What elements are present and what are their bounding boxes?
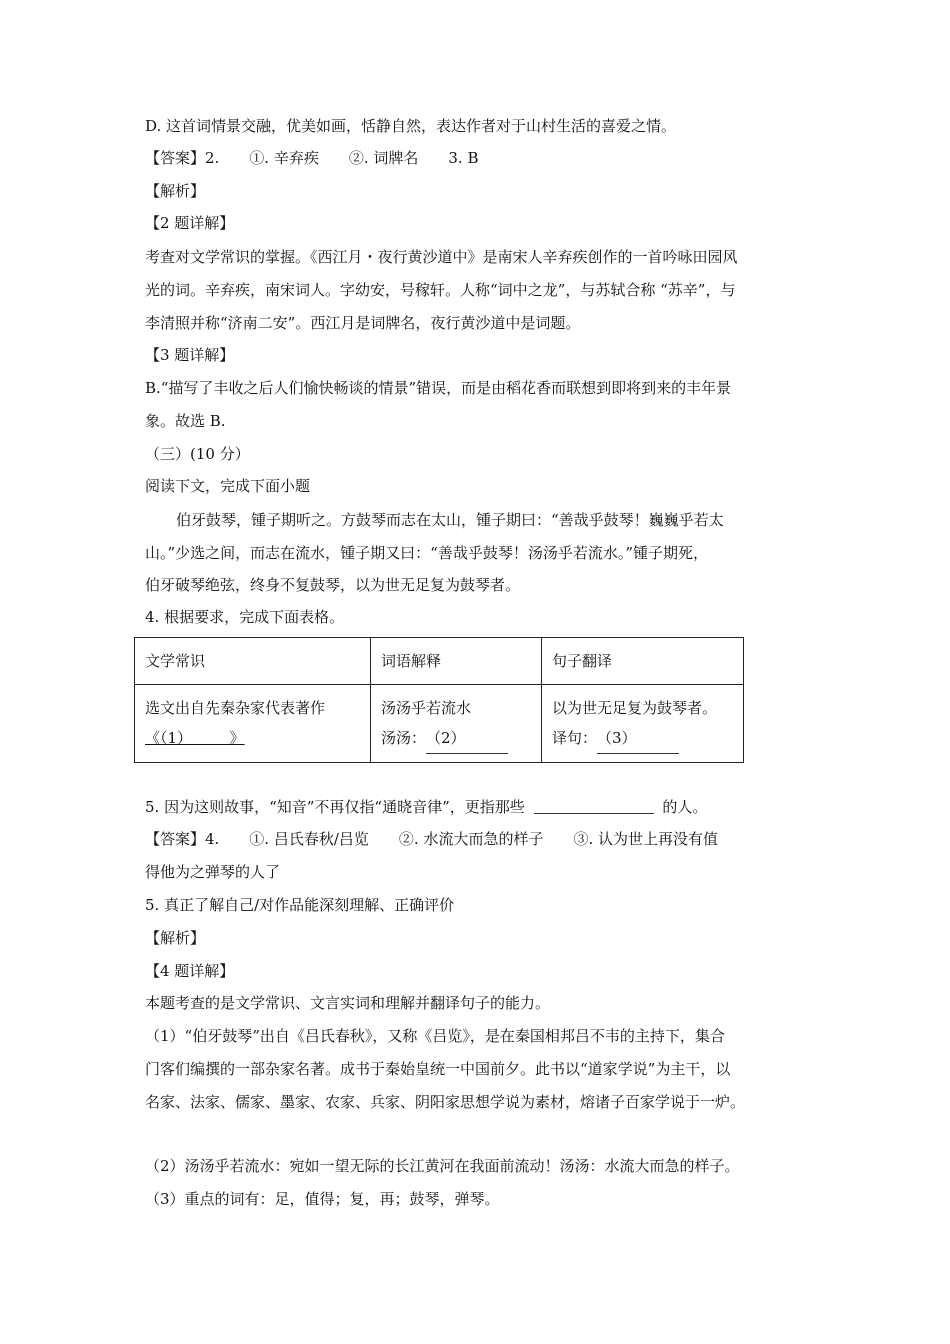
passage-text: 伯牙鼓琴，锺子期听之。方鼓琴而志在太山，锺子期曰：“善哉乎鼓琴！巍巍乎若太 xyxy=(176,511,724,529)
q3-detail-text: 象。故选 B. xyxy=(145,412,226,430)
q2-detail-text: 考查对文学常识的掌握。《西江月・夜行黄沙道中》是南宋人辛弃疾创作的一首吟咏田园风 xyxy=(145,248,738,266)
q4-detail-text: （3）重点的词有：足，值得；复，再；鼓琴，弹琴。 xyxy=(145,1190,500,1208)
table-header-cell: 文学常识 xyxy=(135,638,371,685)
table-header-cell: 句子翻译 xyxy=(542,638,744,685)
q4-detail-heading: 【4 题详解】 xyxy=(145,962,235,980)
q2-detail-text: 李清照并称“济南二安”。西江月是词牌名，夜行黄沙道中是词题。 xyxy=(145,314,581,332)
table-header-row xyxy=(135,638,744,685)
analysis-heading: 【解析】 xyxy=(145,929,206,947)
word-explanation-cell xyxy=(371,685,542,763)
q3-detail-text: B.“描写了丰收之后人们愉快畅谈的情景”错误，而是由稻花香而联想到即将到来的丰年景 xyxy=(145,379,732,397)
answer-line: 【答案】4. ①. 吕氏春秋/吕览 ②. 水流大而急的样子 ③. 认为世上再没有值 xyxy=(145,830,718,848)
cell-label: 译句： xyxy=(552,729,598,747)
question-5-text-end: 的人。 xyxy=(662,798,708,816)
analysis-heading: 【解析】 xyxy=(145,182,206,200)
literary-knowledge-cell xyxy=(135,685,371,763)
answer-line: 【答案】2. ①. 辛弃疾 ②. 词牌名 3. B xyxy=(145,149,479,167)
q4-detail-text: （2）汤汤乎若流水：宛如一望无际的长江黄河在我面前流动！汤汤：水流大而急的样子。 xyxy=(145,1157,740,1175)
q2-detail-text: 光的词。辛弃疾，南宋词人。字幼安，号稼轩。人称“词中之龙”，与苏轼合称 “苏辛”，与 xyxy=(145,281,736,299)
cell-label: 汤汤： xyxy=(381,729,427,747)
question-5-text: 5. 因为这则故事，“知音”不再仅指“通晓音律”，更指那些 xyxy=(145,798,525,816)
question-4: 4. 根据要求，完成下面表格。 xyxy=(145,608,345,626)
answer-line: 5. 真正了解自己/对作品能深刻理解、正确评价 xyxy=(145,896,455,914)
q3-detail-heading: 【3 题详解】 xyxy=(145,346,235,364)
table-row xyxy=(135,685,744,763)
q4-detail-text: 门客们编撰的一部杂家名著。成书于秦始皇统一中国前夕。此书以“道家学说”为主干，以 xyxy=(145,1060,731,1078)
cell-text: 汤汤乎若流水 xyxy=(381,699,472,717)
blank-2: （2） xyxy=(426,723,508,754)
q4-detail-text: 本题考查的是文学常识、文言实词和理解并翻译句子的能力。 xyxy=(145,994,551,1012)
answer-blank xyxy=(534,797,654,814)
option-d-text: D. 这首词情景交融，优美如画，恬静自然，表达作者对于山村生活的喜爱之情。 xyxy=(145,117,677,135)
passage-text: 伯牙破琴绝弦，终身不复鼓琴，以为世无足复为鼓琴者。 xyxy=(145,576,521,594)
answer-line: 得他为之弹琴的人了 xyxy=(145,863,281,881)
passage-text: 山。”少选之间，而志在流水，锺子期又曰：“善哉乎鼓琴！汤汤乎若流水。”锺子期死， xyxy=(145,544,709,562)
q4-detail-text: 名家、法家、儒家、墨家、农家、兵家、阴阳家思想学说为素材，熔诸子百家学说于一炉。 xyxy=(145,1093,746,1111)
sentence-translation-cell xyxy=(542,685,744,763)
reading-instruction: 阅读下文，完成下面小题 xyxy=(145,477,311,495)
cell-text: 选文出自先秦杂家代表著作 xyxy=(145,699,326,717)
q4-detail-text: （1）“伯牙鼓琴”出自《吕氏春秋》，又称《吕览》，是在秦国相邦吕不韦的主持下，集合 xyxy=(145,1027,725,1045)
blank-3: （3） xyxy=(597,723,679,754)
section-heading: （三）(10 分） xyxy=(145,445,250,463)
q2-detail-heading: 【2 题详解】 xyxy=(145,214,235,232)
cell-text: 以为世无足复为鼓琴者。 xyxy=(552,699,718,717)
answer-table xyxy=(134,637,744,763)
table-header-cell: 词语解释 xyxy=(371,638,542,685)
blank-1: 《（1） 》 xyxy=(145,729,245,747)
question-5 xyxy=(145,796,707,818)
